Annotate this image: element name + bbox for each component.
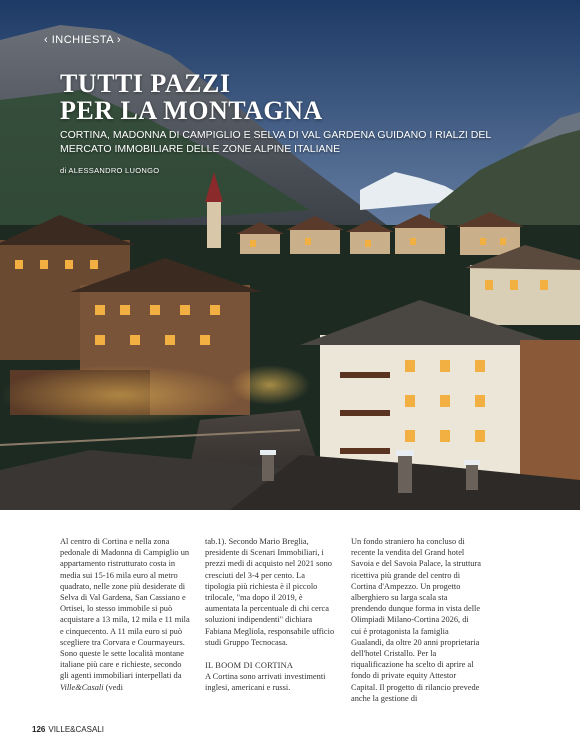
body-column-2 bbox=[205, 536, 335, 694]
headline-line-2: PER LA MONTAGNA bbox=[60, 96, 323, 125]
section-subhead: IL BOOM DI CORTINA bbox=[205, 661, 294, 671]
headline-line-1: TUTTI PAZZI bbox=[60, 69, 231, 98]
page-number: 126 bbox=[32, 725, 46, 734]
magazine-name-italic: Ville&Casali bbox=[60, 682, 104, 692]
body-column-1 bbox=[60, 536, 190, 693]
column-1-text: Al centro di Cortina e nella zona pedonale di Madonna di Campiglio un appartamento ristrutturato costa in media sui 15-16 mila euro al metro quadrato, nelle zone più desiderate di Selva di Val Gardena, San Cassiano e Ortisei, lo stesso immobile si può acquistare a 13 mila, 12 mila e 11 mila e cinquecento. A 11 mila euro si può scegliere tra Corvara e Courmayeurs. Sono queste le sette località montane italiane più care e richieste, secondo gli agenti immobiliari interpellati da bbox=[60, 537, 190, 681]
column-3-paragraph: Un fondo straniero ha concluso di recente la vendita del Grand hotel Savoia e del Savoia Palace, la struttura ricettiva più grande del centro di Cortina d'Ampezzo. Un progetto alberghiero su larga scala sta prendendo dunque forma in vista delle Olimpiadi Milano-Cortina 2026, di cui è protagonista la famiglia Gualandi, da oltre 20 anni proprietaria dell'hotel Cristallo. Per la riqualificazione ha scelto di aprire al fondo di private equity Attestor Capital. Il progetto di rilancio prevede anche la gestione di bbox=[351, 537, 482, 703]
column-2-paragraph: tab.1). Secondo Mario Breglia, presidente di Scenari Immobiliari, i prezzi medi di acquisto nel 2021 sono cresciuti del 3-4 per cento. La tipologia più richiesta è il piccolo trilocale, "ma dopo il 2019, è aumentata la percentuale di chi cerca soluzioni indipendenti" dichiara Fabiana Megliola, responsabile ufficio studi Gruppo Tecnocasa. bbox=[205, 537, 335, 647]
headline bbox=[60, 70, 323, 124]
byline: di ALESSANDRO LUONGO bbox=[60, 166, 160, 175]
page-footer bbox=[32, 725, 104, 734]
column-2-after-subhead: A Cortina sono arrivati investimenti inglesi, americani e russi. bbox=[205, 672, 326, 693]
column-1-tail: (vedi bbox=[103, 682, 123, 692]
magazine-name: VILLE&CASALI bbox=[48, 725, 104, 734]
body-column-3 bbox=[351, 536, 481, 704]
column-1-paragraph bbox=[60, 536, 190, 693]
subtitle: CORTINA, MADONNA DI CAMPIGLIO E SELVA DI VAL GARDENA GUIDANO I RIALZI DEL MERCATO IMMOBILIARE DELLE ZONE ALPINE ITALIANE bbox=[60, 129, 491, 155]
section-tag: ‹ INCHIESTA › bbox=[44, 34, 122, 46]
